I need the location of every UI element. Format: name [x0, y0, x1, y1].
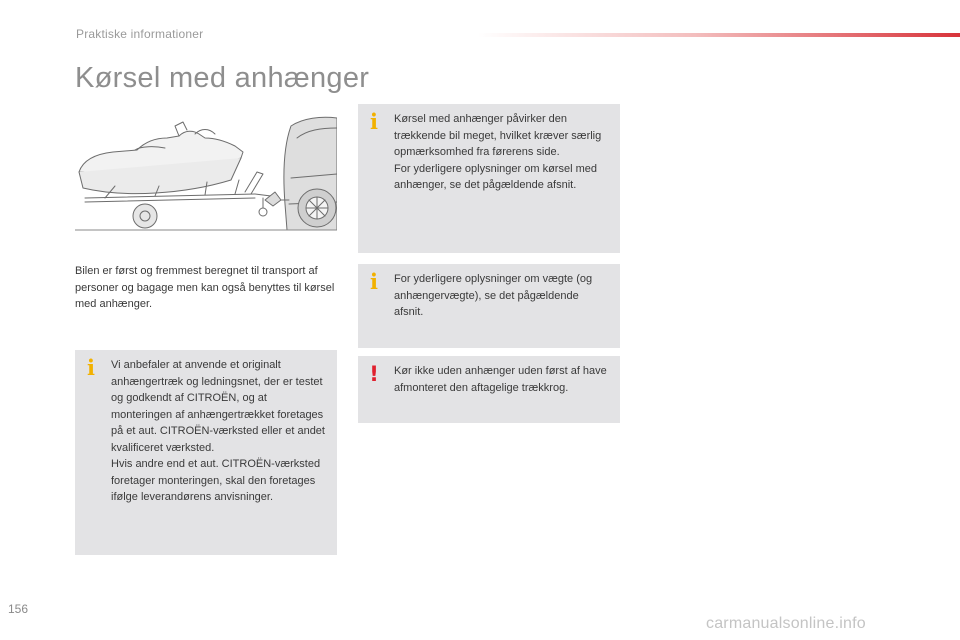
intro-paragraph: Bilen er først og fremmest beregnet til transport af personer og bagage men kan også benyttes til kørsel med anhænger. [75, 265, 335, 310]
note-weights-paragraph: For yderligere oplysninger om vægte (og anhængervægte), se det pågældende afsnit. [394, 273, 593, 318]
section-header: Praktiske informationer [76, 27, 204, 41]
page-number: 156 [8, 602, 29, 616]
header-divider-line [478, 33, 960, 37]
page-title: Kørsel med anhænger [75, 62, 370, 94]
note-towing-effect [358, 104, 620, 253]
info-icon: i [370, 269, 378, 294]
note-original-towbar [75, 350, 337, 555]
info-icon: i [370, 109, 378, 134]
note-towing-paragraph-1: Kørsel med anhænger påvirker den trækkende bil meget, hvilket kræver særlig opmærksomhed fra førerens side. [394, 113, 602, 158]
note-towing-paragraph-2: For yderligere oplysninger om kørsel med anhænger, se det pågældende afsnit. [394, 162, 597, 191]
info-icon: i [87, 355, 95, 380]
trailer-jetski-illustration [75, 108, 337, 236]
note-original-paragraph-2: Hvis andre end et aut. CITROËN-værksted foretager monteringen, skal den foretages ifølge leverandørens anvisninger. [111, 458, 321, 503]
note-warning-towbar [358, 356, 620, 423]
note-warning-paragraph: Kør ikke uden anhænger uden først af have afmonteret den aftagelige trækkrog. [394, 365, 607, 394]
watermark: carmanualsonline.info [706, 615, 866, 632]
warning-icon: ! [369, 362, 379, 386]
note-original-paragraph-1: Vi anbefaler at anvende et originalt anhængertræk og ledningsnet, der er testet og godkendt af CITROËN, og at monteringen af anhængertrækket foretages på et aut. CITROËN-værksted eller et andet kvalificeret værksted. [111, 359, 325, 454]
note-weights [358, 264, 620, 348]
